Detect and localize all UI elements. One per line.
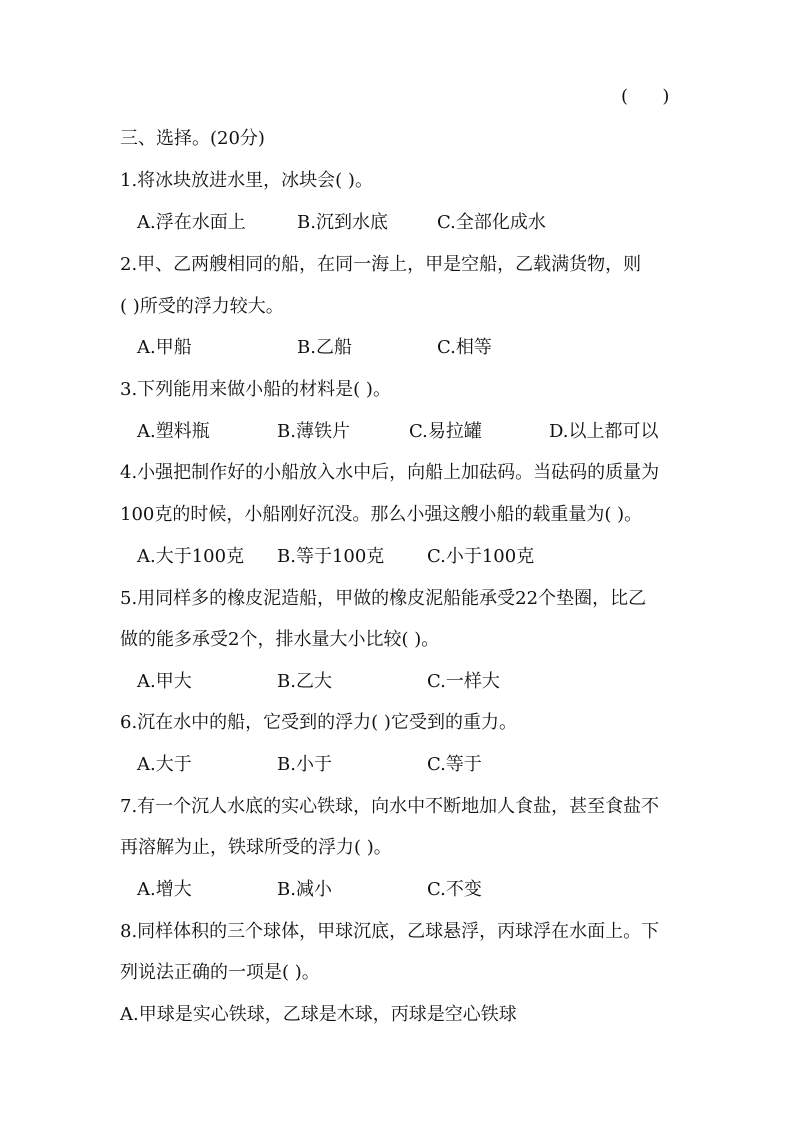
question-6-option-a: A.大于: [137, 754, 192, 775]
question-4-option-a: A.大于100克: [137, 546, 245, 567]
question-5-option-a: A.甲大: [137, 671, 192, 692]
question-6-text: 6.沉在水中的船，它受到的浮力( )它受到的重力。: [120, 712, 517, 733]
question-8-option-a: A.甲球是实心铁球，乙球是木球，丙球是空心铁球: [120, 1004, 517, 1025]
question-7-line-1: 7.有一个沉人水底的实心铁球，向水中不断地加人食盐，甚至食盐不: [120, 796, 660, 817]
question-1-option-a: A.浮在水面上: [137, 212, 246, 233]
question-7-option-c: C.不变: [427, 879, 482, 900]
question-7-line-2: 再溶解为止，铁球所受的浮力( )。: [120, 837, 392, 858]
question-4-line-1: 4.小强把制作好的小船放入水中后，向船上加砝码。当砝码的质量为: [120, 462, 660, 483]
answer-blank: ( ): [621, 86, 670, 107]
question-7-option-a: A.增大: [137, 879, 192, 900]
question-2-option-b: B.乙船: [297, 337, 352, 358]
question-2-line-2: ( )所受的浮力较大。: [120, 296, 284, 317]
question-6-option-b: B.小于: [277, 754, 332, 775]
question-4-option-c: C.小于100克: [427, 546, 535, 567]
question-8-line-2: 列说法正确的一项是( )。: [120, 962, 320, 983]
question-5-line-1: 5.用同样多的橡皮泥造船，甲做的橡皮泥船能承受22个垫圈，比乙: [120, 588, 647, 609]
question-6-option-c: C.等于: [427, 754, 482, 775]
question-2-line-1: 2.甲、乙两艘相同的船，在同一海上，甲是空船，乙载满货物，则: [120, 254, 642, 275]
question-1-option-c: C.全部化成水: [437, 212, 546, 233]
question-3-option-c: C.易拉罐: [409, 421, 482, 442]
question-1-text: 1.将冰块放进水里，冰块会( )。: [120, 170, 373, 191]
question-5-option-b: B.乙大: [277, 671, 332, 692]
question-2-option-c: C.相等: [437, 337, 492, 358]
question-8-line-1: 8.同样体积的三个球体，甲球沉底，乙球悬浮，丙球浮在水面上。下: [120, 921, 660, 942]
question-2-option-a: A.甲船: [137, 337, 192, 358]
question-5-line-2: 做的能多承受2个，排水量大小比较( )。: [120, 629, 440, 650]
question-1-option-b: B.沉到水底: [297, 212, 388, 233]
question-5-option-c: C.一样大: [427, 671, 500, 692]
question-3-option-d: D.以上都可以: [549, 421, 659, 442]
question-3-option-b: B.薄铁片: [277, 421, 350, 442]
question-4-line-2: 100克的时候，小船刚好沉没。那么小强这艘小船的载重量为( )。: [120, 504, 643, 525]
question-3-text: 3.下列能用来做小船的材料是( )。: [120, 379, 391, 400]
question-3-option-a: A.塑料瓶: [137, 421, 210, 442]
section-title: 三、选择。(20分): [120, 128, 265, 149]
question-7-option-b: B.减小: [277, 879, 332, 900]
question-4-option-b: B.等于100克: [277, 546, 385, 567]
